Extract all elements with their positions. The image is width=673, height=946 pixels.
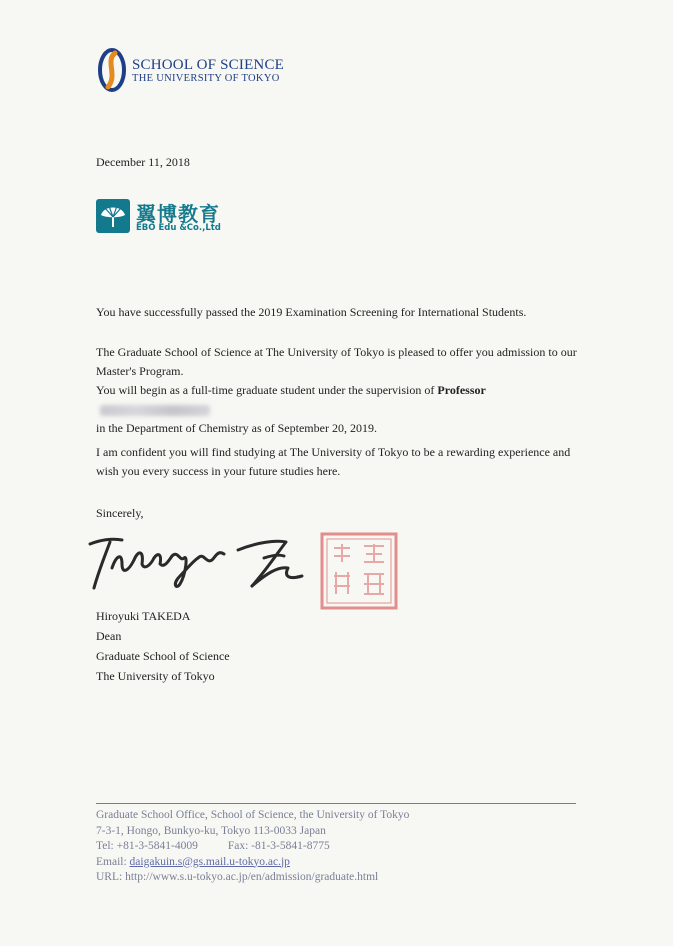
- footer-address: 7-3-1, Hongo, Bunkyo-ku, Tokyo 113-0033 Japan: [96, 824, 326, 837]
- footer-phone-line: [96, 839, 409, 855]
- professor-label: Professor: [437, 383, 486, 397]
- signatory-name: Hiroyuki TAKEDA: [96, 609, 191, 623]
- supervision-text: You will begin as a full-time graduate student under the supervision of: [96, 383, 435, 397]
- ginkgo-leaf-icon: [96, 199, 130, 233]
- red-seal-stamp: [320, 532, 398, 610]
- watermark-english-name: EBO Edu &Co.,Ltd: [136, 223, 221, 233]
- footer-office: Graduate School Office, School of Science, the University of Tokyo: [96, 809, 410, 821]
- letterhead-university-name: THE UNIVERSITY OF TOKYO: [132, 73, 280, 84]
- paragraph-text: You have successfully passed the 2019 Examination Screening for International Students.: [96, 305, 527, 319]
- paragraph-line: Master's Program.: [96, 364, 184, 378]
- paragraph-closing-wishes: [96, 443, 586, 481]
- closing-salutation: Sincerely,: [96, 506, 144, 520]
- signatory-title: Dean: [96, 629, 122, 643]
- letter-date: December 11, 2018: [96, 155, 190, 169]
- paragraph-line: I am confident you will find studying at The University of Tokyo to be a rewarding experience and: [96, 445, 571, 459]
- footer-url[interactable]: URL: http://www.s.u-tokyo.ac.jp/en/admission/graduate.html: [96, 871, 379, 883]
- handwritten-signature: [88, 528, 328, 602]
- signatory-department: Graduate School of Science: [96, 649, 230, 663]
- letterhead-school-name: SCHOOL OF SCIENCE: [132, 57, 285, 73]
- signatory-university: The University of Tokyo: [96, 669, 215, 683]
- paragraph-line: [96, 381, 586, 419]
- university-emblem-icon: [96, 47, 128, 93]
- footer-fax: Fax: -81-3-5841-8775: [227, 840, 330, 852]
- footer-email-line: [96, 855, 409, 871]
- footer-contact: [96, 808, 409, 886]
- signatory-block: [96, 606, 230, 686]
- footer-tel: Tel: +81-3-5841-4009: [96, 840, 198, 852]
- paragraph-line: The Graduate School of Science at The University of Tokyo is pleased to offer you admission to our: [96, 345, 577, 359]
- paragraph-exam-result: [96, 303, 586, 322]
- paragraph-line: wish you every success in your future studies here.: [96, 464, 341, 478]
- redacted-name: [100, 405, 210, 416]
- paragraph-admission: [96, 343, 586, 438]
- footer-divider: [96, 803, 576, 804]
- footer-email-link[interactable]: daigakuin.s@gs.mail.u-tokyo.ac.jp: [129, 855, 290, 868]
- watermark-chinese-name: 翼博教育: [136, 202, 220, 226]
- footer-email-label: Email:: [96, 855, 130, 868]
- paragraph-line: in the Department of Chemistry as of September 20, 2019.: [96, 421, 377, 435]
